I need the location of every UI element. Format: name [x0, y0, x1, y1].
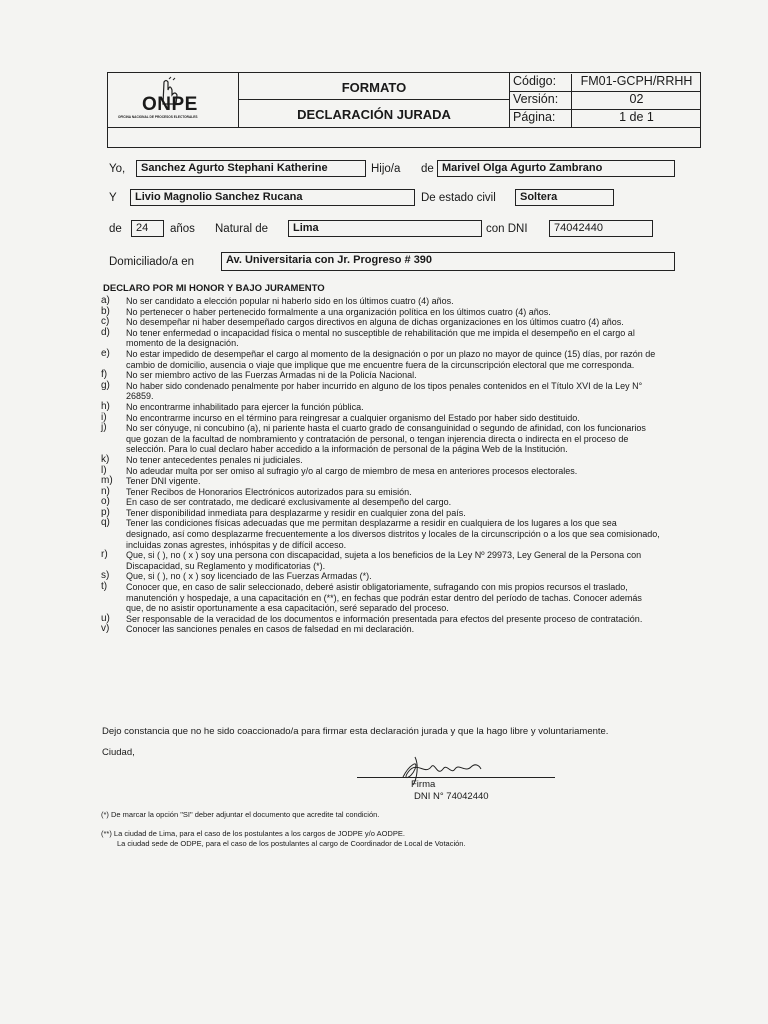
declaration-item-letter: e) — [101, 347, 110, 359]
meta-cell — [509, 73, 700, 127]
declaration-item-letter: i) — [101, 411, 107, 423]
declaration-item — [101, 296, 661, 307]
declaration-item-letter: v) — [101, 623, 110, 635]
declaration-item-letter: q) — [101, 517, 110, 529]
declaration-item-letter: d) — [101, 326, 110, 338]
hijo-label: Hijo/a — [371, 163, 401, 175]
de2-label: de — [109, 223, 122, 235]
declaration-item-text: No tener enfermedad o incapacidad física o mental no susceptible de rehabilitación que me impida el desempeño en el cargo al momento de la designación. — [126, 327, 635, 349]
declaration-item-text: No desempeñar ni haber desempeñado cargos directivos en alguna de dichas organizaciones en los últimos cuatro (4) años. — [126, 317, 624, 328]
declaration-item-text: Tener DNI vigente. — [126, 476, 201, 487]
declaration-title: DECLARO POR MI HONOR Y BAJO JURAMENTO — [103, 283, 325, 294]
title-cell — [239, 73, 510, 127]
logo-cell — [108, 73, 239, 127]
declaration-item — [101, 518, 661, 550]
estado-label: De estado civil — [421, 192, 496, 204]
version-label: Versión: — [513, 92, 559, 106]
de-label: de — [421, 163, 434, 175]
declaration-item — [101, 423, 661, 455]
domicilio-field[interactable]: Av. Universitaria con Jr. Progreso # 390 — [221, 252, 675, 271]
declaration-item — [101, 571, 661, 582]
declaration-item-letter: h) — [101, 400, 110, 412]
declaration-item-text: No encontrarme inhabilitado para ejercer la función pública. — [126, 401, 364, 412]
declaration-item-text: No estar impedido de desempeñar el cargo al momento de la designación o por un plazo no mayor de quince (15) días, por razón de cambio de domicilio, ausencia o viaje que implique que me encuentre fuera de la circunscripción electoral que me corresponda. — [126, 348, 656, 370]
declaration-item — [101, 317, 661, 328]
declaration-item-text: Que, si ( ), no ( x ) soy licenciado de las Fuerzas Armadas (*). — [126, 571, 372, 582]
pagina-label: Página: — [513, 110, 556, 124]
declaration-item — [101, 550, 661, 571]
declaration-item — [101, 476, 661, 487]
declaration-item-letter: r) — [101, 549, 108, 561]
dni-label: con DNI — [486, 223, 528, 235]
natural-field[interactable]: Lima — [288, 220, 482, 237]
declaration-item-text: No ser cónyuge, ni concubino (a), ni pariente hasta el cuarto grado de consanguinidad o segundo de afinidad, con los funcionarios que gozan de la facultad de nombramiento y contratación de personal, o tengan injerencia directa o indirecta en el proceso de selección. Para lo cual declaro haber accedido a la información de personal de la página Web de la Institución. — [126, 423, 646, 455]
mother-field[interactable]: Marivel Olga Agurto Zambrano — [437, 160, 675, 177]
declaration-item — [101, 381, 661, 402]
declaration-item-text: Tener disponibilidad inmediata para desplazarme y residir en cualquier zona del país. — [126, 507, 466, 518]
declaration-item-letter: p) — [101, 506, 110, 518]
closing-statement: Dejo constancia que no he sido coaccionado/a para firmar esta declaración jurada y que la hago libre y voluntariamente. — [102, 726, 609, 737]
declaration-item-text: En caso de ser contratado, me dedicaré exclusivamente al desempeño del cargo. — [126, 497, 452, 508]
declaration-item — [101, 413, 661, 424]
declaration-item-text: Ser responsable de la veracidad de los documentos e información presentada para efectos del presente proceso de contratación. — [126, 613, 643, 624]
declaration-item — [101, 402, 661, 413]
declaration-item-letter: g) — [101, 379, 110, 391]
codigo-row — [509, 73, 700, 92]
declaration-item-text: No ser candidato a elección popular ni haberlo sido en los últimos cuatro (4) años. — [126, 296, 454, 306]
declaration-item-letter: s) — [101, 570, 110, 582]
declaration-item-text: No adeudar multa por ser omiso al sufragio y/o al cargo de miembro de mesa en anteriores procesos electorales. — [126, 465, 578, 476]
version-value: 02 — [571, 92, 701, 109]
declaration-item-text: Tener Recibos de Honorarios Electrónicos autorizados para su emisión. — [126, 486, 412, 497]
signature-dni: DNI N° 74042440 — [414, 791, 489, 802]
footnote-2-line2: La ciudad sede de ODPE, para el caso de los postulantes al cargo de Coordinador de Local de Votación. — [117, 838, 466, 848]
declaration-item-letter: f) — [101, 369, 108, 381]
document-header — [107, 72, 701, 148]
declaration-item-letter: b) — [101, 305, 110, 317]
declaration-item-letter: n) — [101, 485, 110, 497]
signature-line — [357, 777, 555, 778]
declaration-item — [101, 497, 661, 508]
dni-field[interactable]: 74042440 — [549, 220, 653, 237]
declaration-item — [101, 508, 661, 519]
signature-icon — [395, 755, 490, 787]
name-field[interactable]: Sanchez Agurto Stephani Katherine — [136, 160, 366, 177]
footnote-2-line1: (**) La ciudad de Lima, para el caso de los postulantes a los cargos de JODPE y/o AODPE. — [101, 829, 405, 838]
declaration-item-letter: c) — [101, 316, 110, 328]
declaration-item-letter: a) — [101, 295, 110, 306]
version-row — [509, 91, 700, 110]
declaration-item-text: No encontrarme incurso en el término para reingresar a cualquier organismo del Estado por haber sido destituido. — [126, 412, 580, 423]
declaration-item-text: No tener antecedentes penales ni judiciales. — [126, 454, 303, 465]
declaration-list — [101, 296, 661, 635]
logo-subtext: OFICINA NACIONAL DE PROCESOS ELECTORALES — [118, 115, 198, 119]
declaration-item-text: Que, si ( ), no ( x ) soy una persona con discapacidad, sujeta a los beneficios de la Ley Nº 29973, Ley General de la Persona con Discapacidad, su Reglamento y modificatorias (*). — [126, 550, 642, 571]
y-label: Y — [109, 192, 117, 204]
declaration-item-text: No ser miembro activo de las Fuerzas Armadas ni de la Policía Nacional. — [126, 370, 417, 381]
age-field[interactable]: 24 — [131, 220, 164, 237]
declaration-item — [101, 487, 661, 498]
form-subtitle: DECLARACIÓN JURADA — [297, 107, 451, 122]
domicilio-label: Domiciliado/a en — [109, 256, 195, 268]
codigo-value: FM01-GCPH/RRHH — [571, 74, 701, 91]
declaration-item-letter: j) — [101, 422, 107, 434]
footnote-1: (*) De marcar la opción "SI" deber adjuntar el documento que acredite tal condición. — [101, 810, 380, 819]
declaration-item-letter: o) — [101, 496, 110, 508]
declaration-item — [101, 582, 661, 614]
declaration-item-letter: t) — [101, 581, 108, 593]
declaration-item — [101, 349, 661, 370]
declaration-item-letter: k) — [101, 453, 110, 465]
declaration-item-letter: u) — [101, 612, 110, 624]
natural-label: Natural de — [215, 223, 269, 235]
declaration-item — [101, 328, 661, 349]
declaration-item — [101, 307, 661, 318]
ciudad-label: Ciudad, — [102, 747, 135, 758]
declaration-item-text: Tener las condiciones físicas adecuadas que me permitan desplazarme a residir en cualquiera de los lugares a los que sea designado, así como desplazarme frecuentemente a los diversos distritos y locales de la circunscripción o a los que sea comisionado, incluidas zonas agrestes, inhóspitas y de difícil acceso. — [126, 518, 660, 550]
declaration-item — [101, 455, 661, 466]
declaration-item — [101, 370, 661, 381]
declaration-item — [101, 624, 661, 635]
estado-field[interactable]: Soltera — [515, 189, 614, 206]
firma-label: Firma — [411, 779, 436, 790]
declaration-item — [101, 466, 661, 477]
pagina-value: 1 de 1 — [571, 110, 701, 127]
yo-label: Yo, — [109, 163, 126, 175]
pagina-row — [509, 109, 700, 127]
form-title: FORMATO — [341, 80, 407, 95]
anos-label: años — [170, 223, 195, 235]
declaration-item-text: No pertenecer o haber pertenecido formalmente a una organización política en los últimos cuatro (4) años. — [126, 306, 551, 317]
declaration-item-text: Conocer que, en caso de salir seleccionado, deberé asistir obligatoriamente, sufragando con mis propios recursos el traslado, manutención y hospedaje, a una capacitación en (**), en fechas que podrán estar dentro del período de tachas. Conocer además que, de no asistir oportunamente a esa capacitación, seré separado del proceso. — [126, 582, 642, 614]
father-field[interactable]: Livio Magnolio Sanchez Rucana — [130, 189, 415, 206]
declaration-item — [101, 614, 661, 625]
footnote-2 — [101, 829, 466, 848]
declaration-item-text: No haber sido condenado penalmente por haber incurrido en alguno de los tipos penales contenidos en el Título XVI de la Ley N° 26859. — [126, 380, 643, 402]
declaration-item-letter: l) — [101, 464, 107, 476]
logo-text: ONPE — [142, 94, 198, 115]
declaration-item-letter: m) — [101, 475, 113, 487]
declaration-item-text: Conocer las sanciones penales en casos de falsedad en mi declaración. — [126, 624, 415, 635]
codigo-label: Código: — [513, 74, 557, 88]
